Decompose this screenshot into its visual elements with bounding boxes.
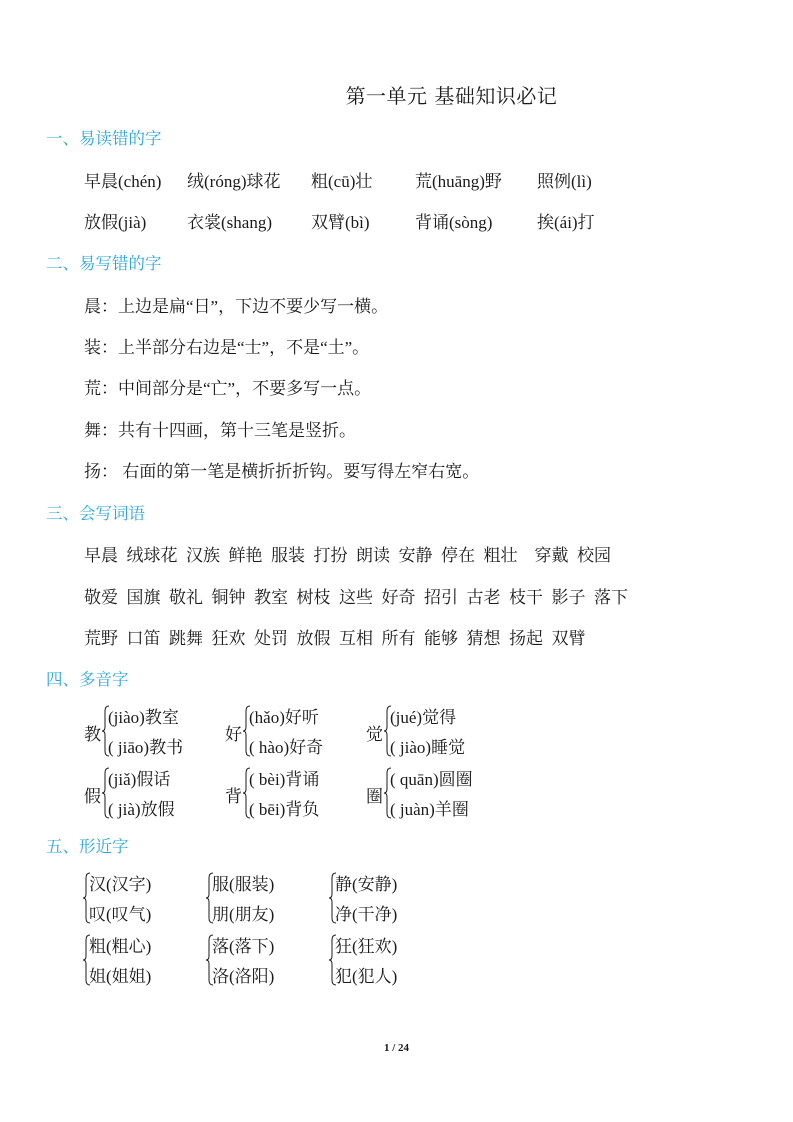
similar-char: 粗(粗心) (89, 937, 152, 956)
section-heading-5: 五、形近字 (46, 837, 129, 856)
reading-2: ( hào)好奇 (249, 738, 324, 757)
section-heading-3: 三、会写词语 (46, 504, 145, 523)
polyphone-char: 觉 (366, 725, 383, 744)
polyphone-char: 假 (84, 787, 101, 806)
reading-1: (jiào)教室 (108, 708, 179, 727)
similar-char: 犯(犯人) (335, 967, 398, 986)
polyphone-char: 圈 (366, 787, 383, 806)
writing-tip: 舞：共有十四画，第十三笔是竖折。 (84, 421, 356, 440)
pinyin-word: 绒(róng)球花 (187, 172, 281, 191)
writing-tip: 荒：中间部分是“亡”，不要多写一点。 (84, 379, 372, 398)
polyphone-char: 好 (225, 725, 242, 744)
reading-1: ( quān)圆圈 (390, 770, 473, 789)
polyphone-char: 背 (225, 787, 242, 806)
vocab-line: 荒野 口笛 跳舞 狂欢 处罚 放假 互相 所有 能够 猜想 扬起 双臂 (84, 629, 586, 648)
pinyin-word: 照例(lì) (537, 172, 592, 191)
pinyin-word: 双臂(bì) (311, 213, 370, 232)
reading-1: (hǎo)好听 (249, 708, 319, 727)
pinyin-word: 衣裳(shang) (187, 213, 272, 232)
reading-1: (jué)觉得 (390, 708, 457, 727)
reading-1: (jiǎ)假话 (108, 770, 171, 789)
writing-tip: 扬： 右面的第一笔是横折折折钩。要写得左窄右宽。 (84, 462, 480, 481)
pinyin-word: 粗(cū)壮 (311, 172, 373, 191)
similar-char: 落(落下) (212, 937, 275, 956)
section-heading-1: 一、易读错的字 (46, 129, 162, 148)
page-number: 1 / 24 (383, 1042, 410, 1054)
reading-1: ( bèi)背诵 (249, 770, 320, 789)
pinyin-word: 早晨(chén) (84, 172, 162, 191)
page-title (0, 80, 793, 109)
pinyin-word: 挨(ái)打 (537, 213, 595, 232)
writing-tip: 装：上半部分右边是“士”，不是“土”。 (84, 338, 370, 357)
page-title-text: 第一单元 基础知识必记 (345, 84, 558, 108)
polyphone-char: 教 (84, 725, 101, 744)
reading-2: ( jià)放假 (108, 800, 175, 819)
section-heading-4: 四、多音字 (46, 670, 129, 689)
pinyin-word: 放假(jià) (84, 213, 147, 232)
similar-char: 洛(洛阳) (212, 967, 275, 986)
similar-char: 静(安静) (335, 875, 398, 894)
reading-2: ( bēi)背负 (249, 800, 320, 819)
vocab-line: 早晨 绒球花 汉族 鲜艳 服装 打扮 朗读 安静 停在 粗壮 穿戴 校园 (84, 546, 611, 565)
similar-char: 姐(姐姐) (89, 967, 152, 986)
reading-2: ( jiào)睡觉 (390, 738, 466, 757)
similar-char: 汉(汉字) (89, 875, 152, 894)
similar-char: 服(服装) (212, 875, 275, 894)
reading-2: ( jiāo)教书 (108, 738, 184, 757)
similar-char: 净(干净) (335, 905, 398, 924)
similar-char: 叹(叹气) (89, 905, 152, 924)
similar-char: 朋(朋友) (212, 905, 275, 924)
vocab-line: 敬爱 国旗 敬礼 铜钟 教室 树枝 这些 好奇 招引 古老 枝干 影子 落下 (84, 588, 628, 607)
pinyin-word: 荒(huāng)野 (415, 172, 502, 191)
reading-2: ( juàn)羊圈 (390, 800, 469, 819)
section-heading-2: 二、易写错的字 (46, 254, 162, 273)
similar-char: 狂(狂欢) (335, 937, 398, 956)
writing-tip: 晨：上边是扁“日”，下边不要少写一横。 (84, 297, 389, 316)
pinyin-word: 背诵(sòng) (415, 213, 493, 232)
